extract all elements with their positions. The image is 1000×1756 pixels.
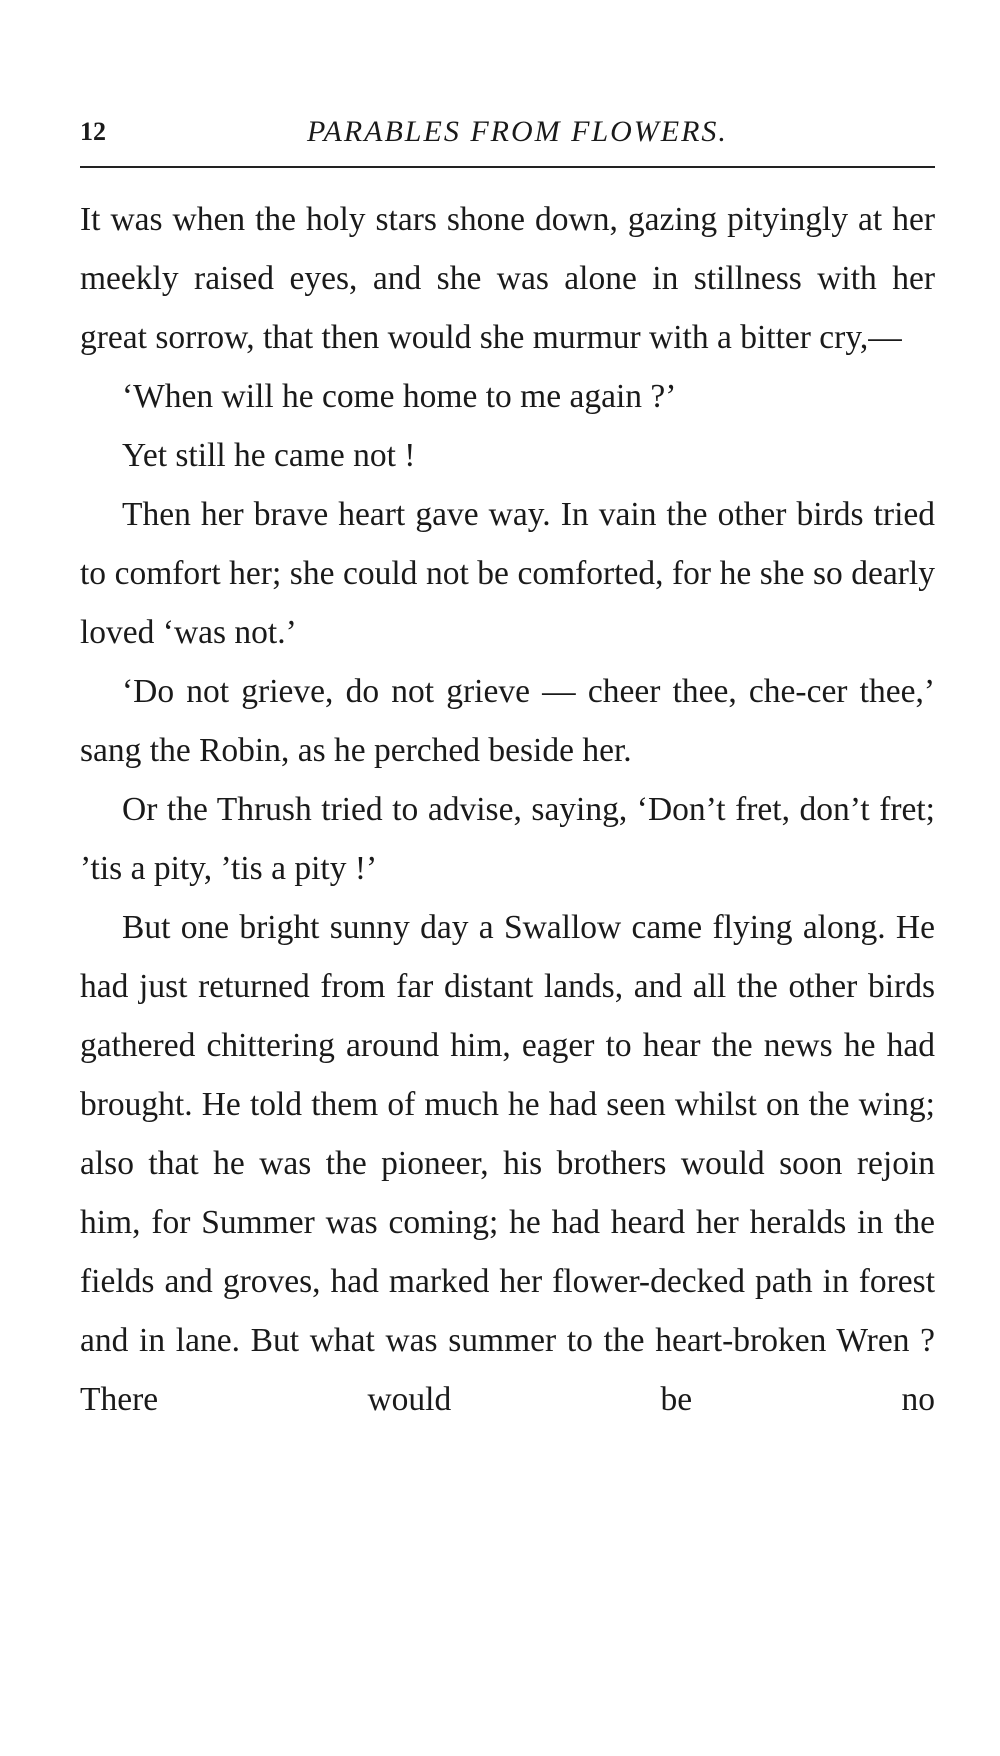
paragraph: But one bright sunny day a Swallow came flying along. He had just returned from far distant lands, and all the other birds gathered chittering around him, eager to hear the news he had brought. He told them of much he had seen whilst on the wing; also that he was the pioneer, his brothers would soon rejoin him, for Summer was coming; he had heard her heralds in the fields and groves, had marked her flower-decked path in forest and in lane. But what was summer to the heart-broken Wren ? There would be no bbox=[80, 909, 935, 1418]
paragraph: It was when the holy stars shone down, gazing pityingly at her meekly raised eyes, and she was alone in stillness with her great sorrow, that then would she murmur with a bitter cry,— bbox=[80, 201, 935, 356]
page-number: 12 bbox=[80, 117, 106, 146]
paragraph: Then her brave heart gave way. In vain the other birds tried to comfort her; she could not be comforted, for he she so dearly loved ‘was not.’ bbox=[80, 496, 935, 651]
paragraph: Yet still he came not ! bbox=[122, 437, 416, 474]
paragraph: ‘Do not grieve, do not grieve — cheer thee, che-cer thee,’ sang the Robin, as he perched beside her. bbox=[80, 673, 935, 769]
body-text bbox=[80, 190, 935, 1429]
page-header bbox=[80, 112, 935, 152]
header-rule bbox=[80, 166, 935, 168]
paragraph: ‘When will he come home to me again ?’ bbox=[122, 378, 677, 415]
paragraph: Or the Thrush tried to advise, saying, ‘Don’t fret, don’t fret; ’tis a pity, ’tis a pity !’ bbox=[80, 791, 935, 887]
running-title: PARABLES FROM FLOWERS. bbox=[307, 115, 728, 148]
